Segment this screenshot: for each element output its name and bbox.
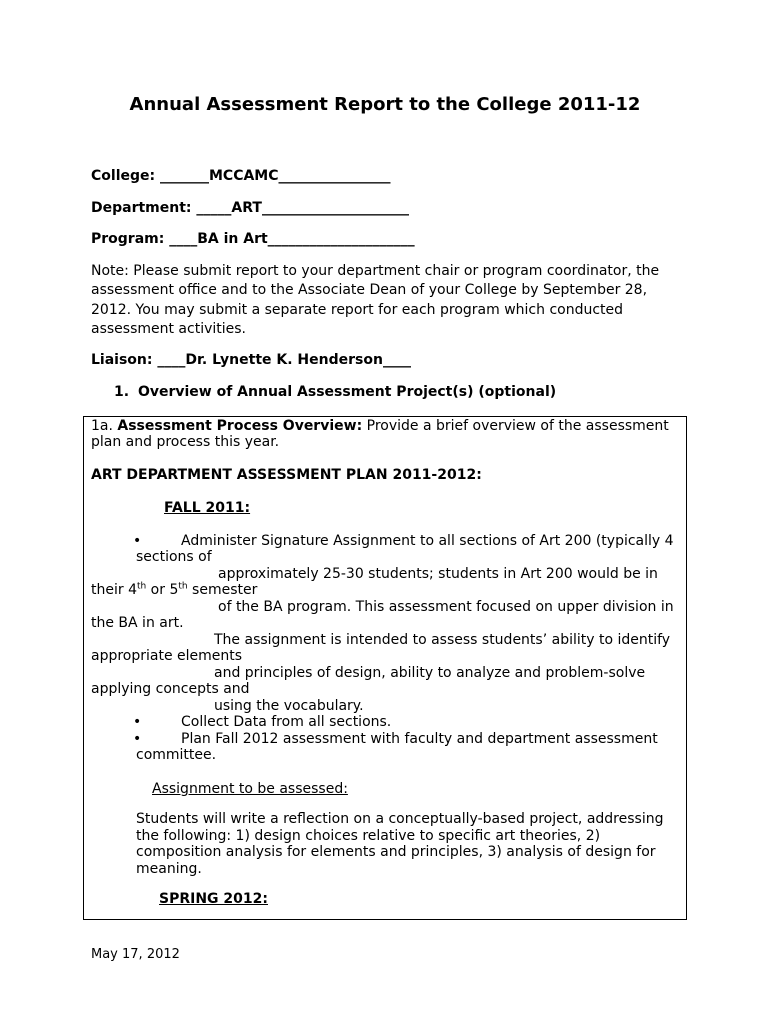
bullet1-line8: appropriate elements <box>91 648 243 664</box>
bullet1-line2: sections of <box>136 549 212 565</box>
overview-intro-line2: plan and process this year. <box>91 434 280 450</box>
bullet1-line7: The assignment is intended to assess students’ ability to identify <box>214 632 671 648</box>
semester-text-b: or 5 <box>146 582 179 598</box>
bullet-icon: • <box>133 714 142 730</box>
semester-text-c: semester <box>187 582 258 598</box>
bullet2-text: Collect Data from all sections. <box>181 714 392 730</box>
bullet1-line3: approximately 25-30 students; students in Art 200 would be in <box>218 566 658 582</box>
submission-note: Note: Please submit report to your department chair or program coordinator, the assessment office and to the Associate Dean of your College by September 28, 2012. You may submit a separate report for each program which conducted assessment activities. <box>91 263 660 337</box>
ordinal-sup-2: th <box>178 581 188 592</box>
department-label: Department: <box>91 200 197 216</box>
document-title: Annual Assessment Report to the College 2011-12 <box>129 94 641 115</box>
liaison-label: Liaison: <box>91 352 158 368</box>
bullet3-line1: Plan Fall 2012 assessment with faculty and department assessment <box>181 731 658 747</box>
section-title: Overview of Annual Assessment Project(s) (optional) <box>137 384 557 400</box>
assignment-line1: Students will write a reflection on a conceptually-based project, addressing <box>136 811 664 827</box>
program-value: ____BA in Art_____________________ <box>169 231 415 247</box>
bullet-icon: • <box>133 533 142 549</box>
overview-intro-line <box>91 418 669 434</box>
section-number: 1. <box>114 384 130 400</box>
assignment-heading: Assignment to be assessed: <box>152 781 348 797</box>
assignment-line2: the following: 1) design choices relative to specific art theories, 2) <box>136 828 601 844</box>
bullet1-line11: using the vocabulary. <box>214 698 364 714</box>
fall-heading: FALL 2011: <box>164 500 251 516</box>
assessment-overview-box <box>83 416 687 920</box>
bullet1-line9: and principles of design, ability to analyze and problem-solve <box>214 665 646 681</box>
department-line <box>91 200 409 216</box>
semester-text-a: their 4 <box>91 582 137 598</box>
liaison-value: ____Dr. Lynette K. Henderson____ <box>157 352 411 368</box>
department-value: _____ART_____________________ <box>196 200 409 216</box>
footer-date: May 17, 2012 <box>91 947 180 962</box>
assignment-line4: meaning. <box>136 861 202 877</box>
college-label: College: <box>91 168 160 184</box>
program-line <box>91 231 415 247</box>
bullet1-line6: the BA in art. <box>91 615 184 631</box>
ordinal-sup-1: th <box>136 581 147 592</box>
spring-heading: SPRING 2012: <box>159 891 268 907</box>
bullet-icon: • <box>133 731 142 747</box>
college-value: _______MCCAMC________________ <box>159 168 391 184</box>
bullet1-line4 <box>91 582 257 598</box>
liaison-line <box>91 352 411 368</box>
bullet1-line1: Administer Signature Assignment to all sections of Art 200 (typically 4 <box>181 533 674 549</box>
assignment-line3: composition analysis for elements and principles, 3) analysis of design for <box>136 844 656 860</box>
college-line <box>91 168 391 184</box>
intro-prefix: 1a. <box>91 418 118 434</box>
bullet3-line2: committee. <box>136 747 217 763</box>
bullet1-line10: applying concepts and <box>91 681 250 697</box>
section-1-heading <box>114 384 556 400</box>
program-label: Program: <box>91 231 170 247</box>
bullet1-line5: of the BA program. This assessment focused on upper division in <box>218 599 674 615</box>
plan-heading: ART DEPARTMENT ASSESSMENT PLAN 2011-2012: <box>91 467 482 483</box>
intro-text: Provide a brief overview of the assessment <box>362 418 669 434</box>
intro-bold-label: Assessment Process Overview: <box>117 418 363 434</box>
